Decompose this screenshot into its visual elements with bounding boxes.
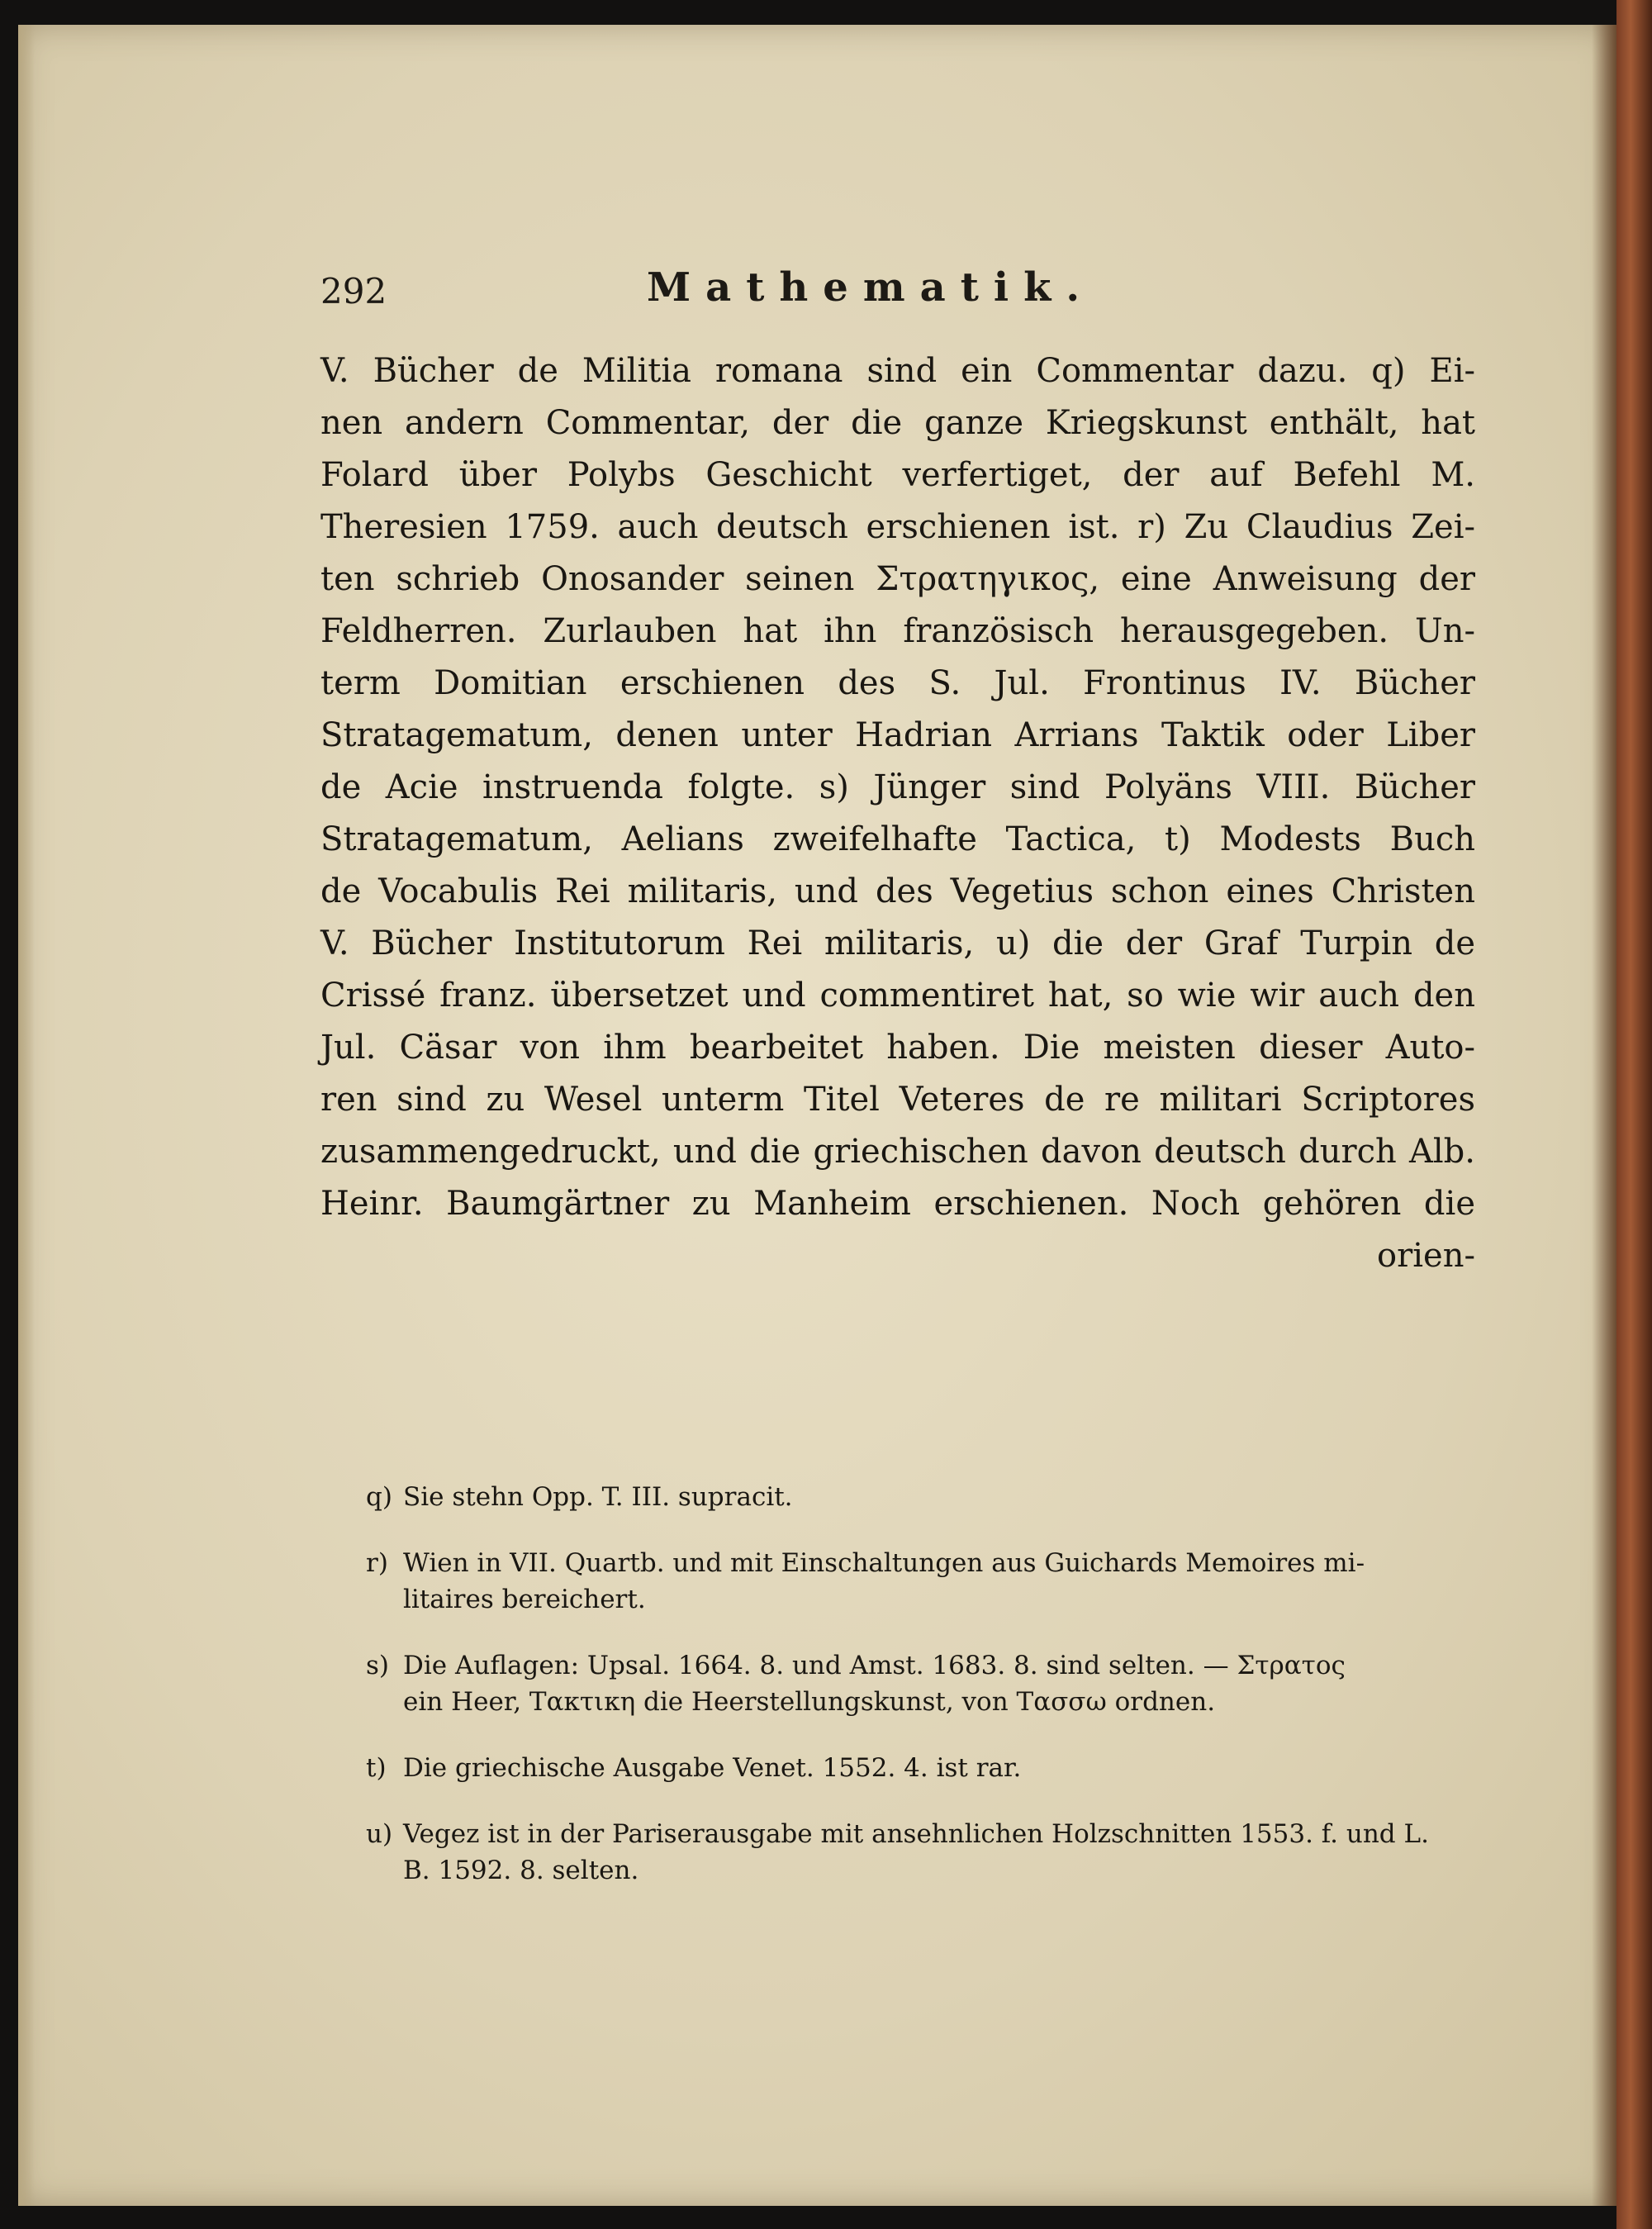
footnote-line: Sie stehn Opp. T. III. supracit. bbox=[403, 1482, 793, 1512]
body-line: Crissé franz. übersetzet und commentiret hat, so wie wir auch den bbox=[320, 977, 1475, 1015]
body-line: term Domitian erschienen des S. Jul. Frontinus IV. Bücher bbox=[320, 664, 1475, 702]
page-left-edge bbox=[18, 25, 35, 2206]
footnote-line: Die griechische Ausgabe Venet. 1552. 4. ist rar. bbox=[403, 1753, 1022, 1783]
footnote-mark: u) bbox=[366, 1819, 393, 1849]
footnote-text bbox=[403, 1647, 1464, 1720]
body-line: ren sind zu Wesel unterm Titel Veteres de re militari Scriptores bbox=[320, 1081, 1475, 1119]
footnote-line: ein Heer, Τακτικη die Heerstellungskunst, von Τασσω ordnen. bbox=[403, 1687, 1216, 1717]
footnote-t bbox=[366, 1750, 1464, 1786]
page-gutter-shadow bbox=[1592, 25, 1616, 2206]
body-line: nen andern Commentar, der die ganze Kriegskunst enthält, hat bbox=[320, 404, 1475, 442]
footnote-mark: t) bbox=[366, 1753, 387, 1783]
body-line: Heinr. Baumgärtner zu Manheim erschienen. Noch gehören die bbox=[320, 1185, 1475, 1223]
page-number: 292 bbox=[320, 271, 387, 311]
footnote-r bbox=[366, 1545, 1464, 1618]
footnotes-section bbox=[366, 1479, 1464, 1918]
footnote-line: B. 1592. 8. selten. bbox=[403, 1856, 639, 1885]
body-line: V. Bücher Institutorum Rei militaris, u) die der Graf Turpin de bbox=[320, 924, 1475, 962]
body-line: Feldherren. Zurlauben hat ihn französisch herausgegeben. Un- bbox=[320, 612, 1475, 650]
book-spine-edge bbox=[1616, 0, 1652, 2229]
catchword: orien- bbox=[1377, 1237, 1475, 1275]
footnote-q bbox=[366, 1479, 1464, 1515]
running-head bbox=[320, 264, 1475, 330]
footnote-s bbox=[366, 1647, 1464, 1720]
body-line: zusammengedruckt, und die griechischen davon deutsch durch Alb. bbox=[320, 1133, 1475, 1171]
body-line: ten schrieb Onosander seinen Στρατηγικος, eine Anweisung der bbox=[320, 560, 1475, 598]
footnote-u bbox=[366, 1816, 1464, 1889]
body-line: Theresien 1759. auch deutsch erschienen ist. r) Zu Claudius Zei- bbox=[320, 508, 1475, 546]
footnote-mark: s) bbox=[366, 1651, 390, 1680]
body-line: Folard über Polybs Geschicht verfertiget, der auf Befehl M. bbox=[320, 456, 1475, 494]
footnote-line: Wien in VII. Quartb. und mit Einschaltungen aus Guichards Memoires mi- bbox=[403, 1548, 1365, 1578]
footnote-text bbox=[403, 1750, 1464, 1786]
footnote-line: Die Auflagen: Upsal. 1664. 8. und Amst. 1683. 8. sind selten. — Στρατος bbox=[403, 1651, 1346, 1680]
footnote-mark: q) bbox=[366, 1482, 392, 1512]
main-text-block bbox=[320, 264, 1475, 1282]
running-title: Mathematik. bbox=[647, 264, 1095, 311]
footnote-mark: r) bbox=[366, 1548, 388, 1578]
footnote-line: Vegez ist in der Pariserausgabe mit ansehnlichen Holzschnitten 1553. f. und L. bbox=[403, 1819, 1429, 1849]
footnote-text bbox=[403, 1545, 1464, 1618]
body-line: Stratagematum, Aelians zweifelhafte Tactica, t) Modests Buch bbox=[320, 820, 1475, 858]
footnote-line: litaires bereichert. bbox=[403, 1585, 646, 1614]
footnote-text bbox=[403, 1479, 1464, 1515]
body-line: de Vocabulis Rei militaris, und des Vegetius schon eines Christen bbox=[320, 872, 1475, 910]
body-paragraph bbox=[320, 345, 1475, 1282]
body-line: Jul. Cäsar von ihm bearbeitet haben. Die meisten dieser Auto- bbox=[320, 1029, 1475, 1067]
body-line: de Acie instruenda folgte. s) Jünger sind Polyäns VIII. Bücher bbox=[320, 768, 1475, 806]
footnote-text bbox=[403, 1816, 1464, 1889]
body-line: V. Bücher de Militia romana sind ein Commentar dazu. q) Ei- bbox=[320, 352, 1475, 390]
body-line: Stratagematum, denen unter Hadrian Arrians Taktik oder Liber bbox=[320, 716, 1475, 754]
